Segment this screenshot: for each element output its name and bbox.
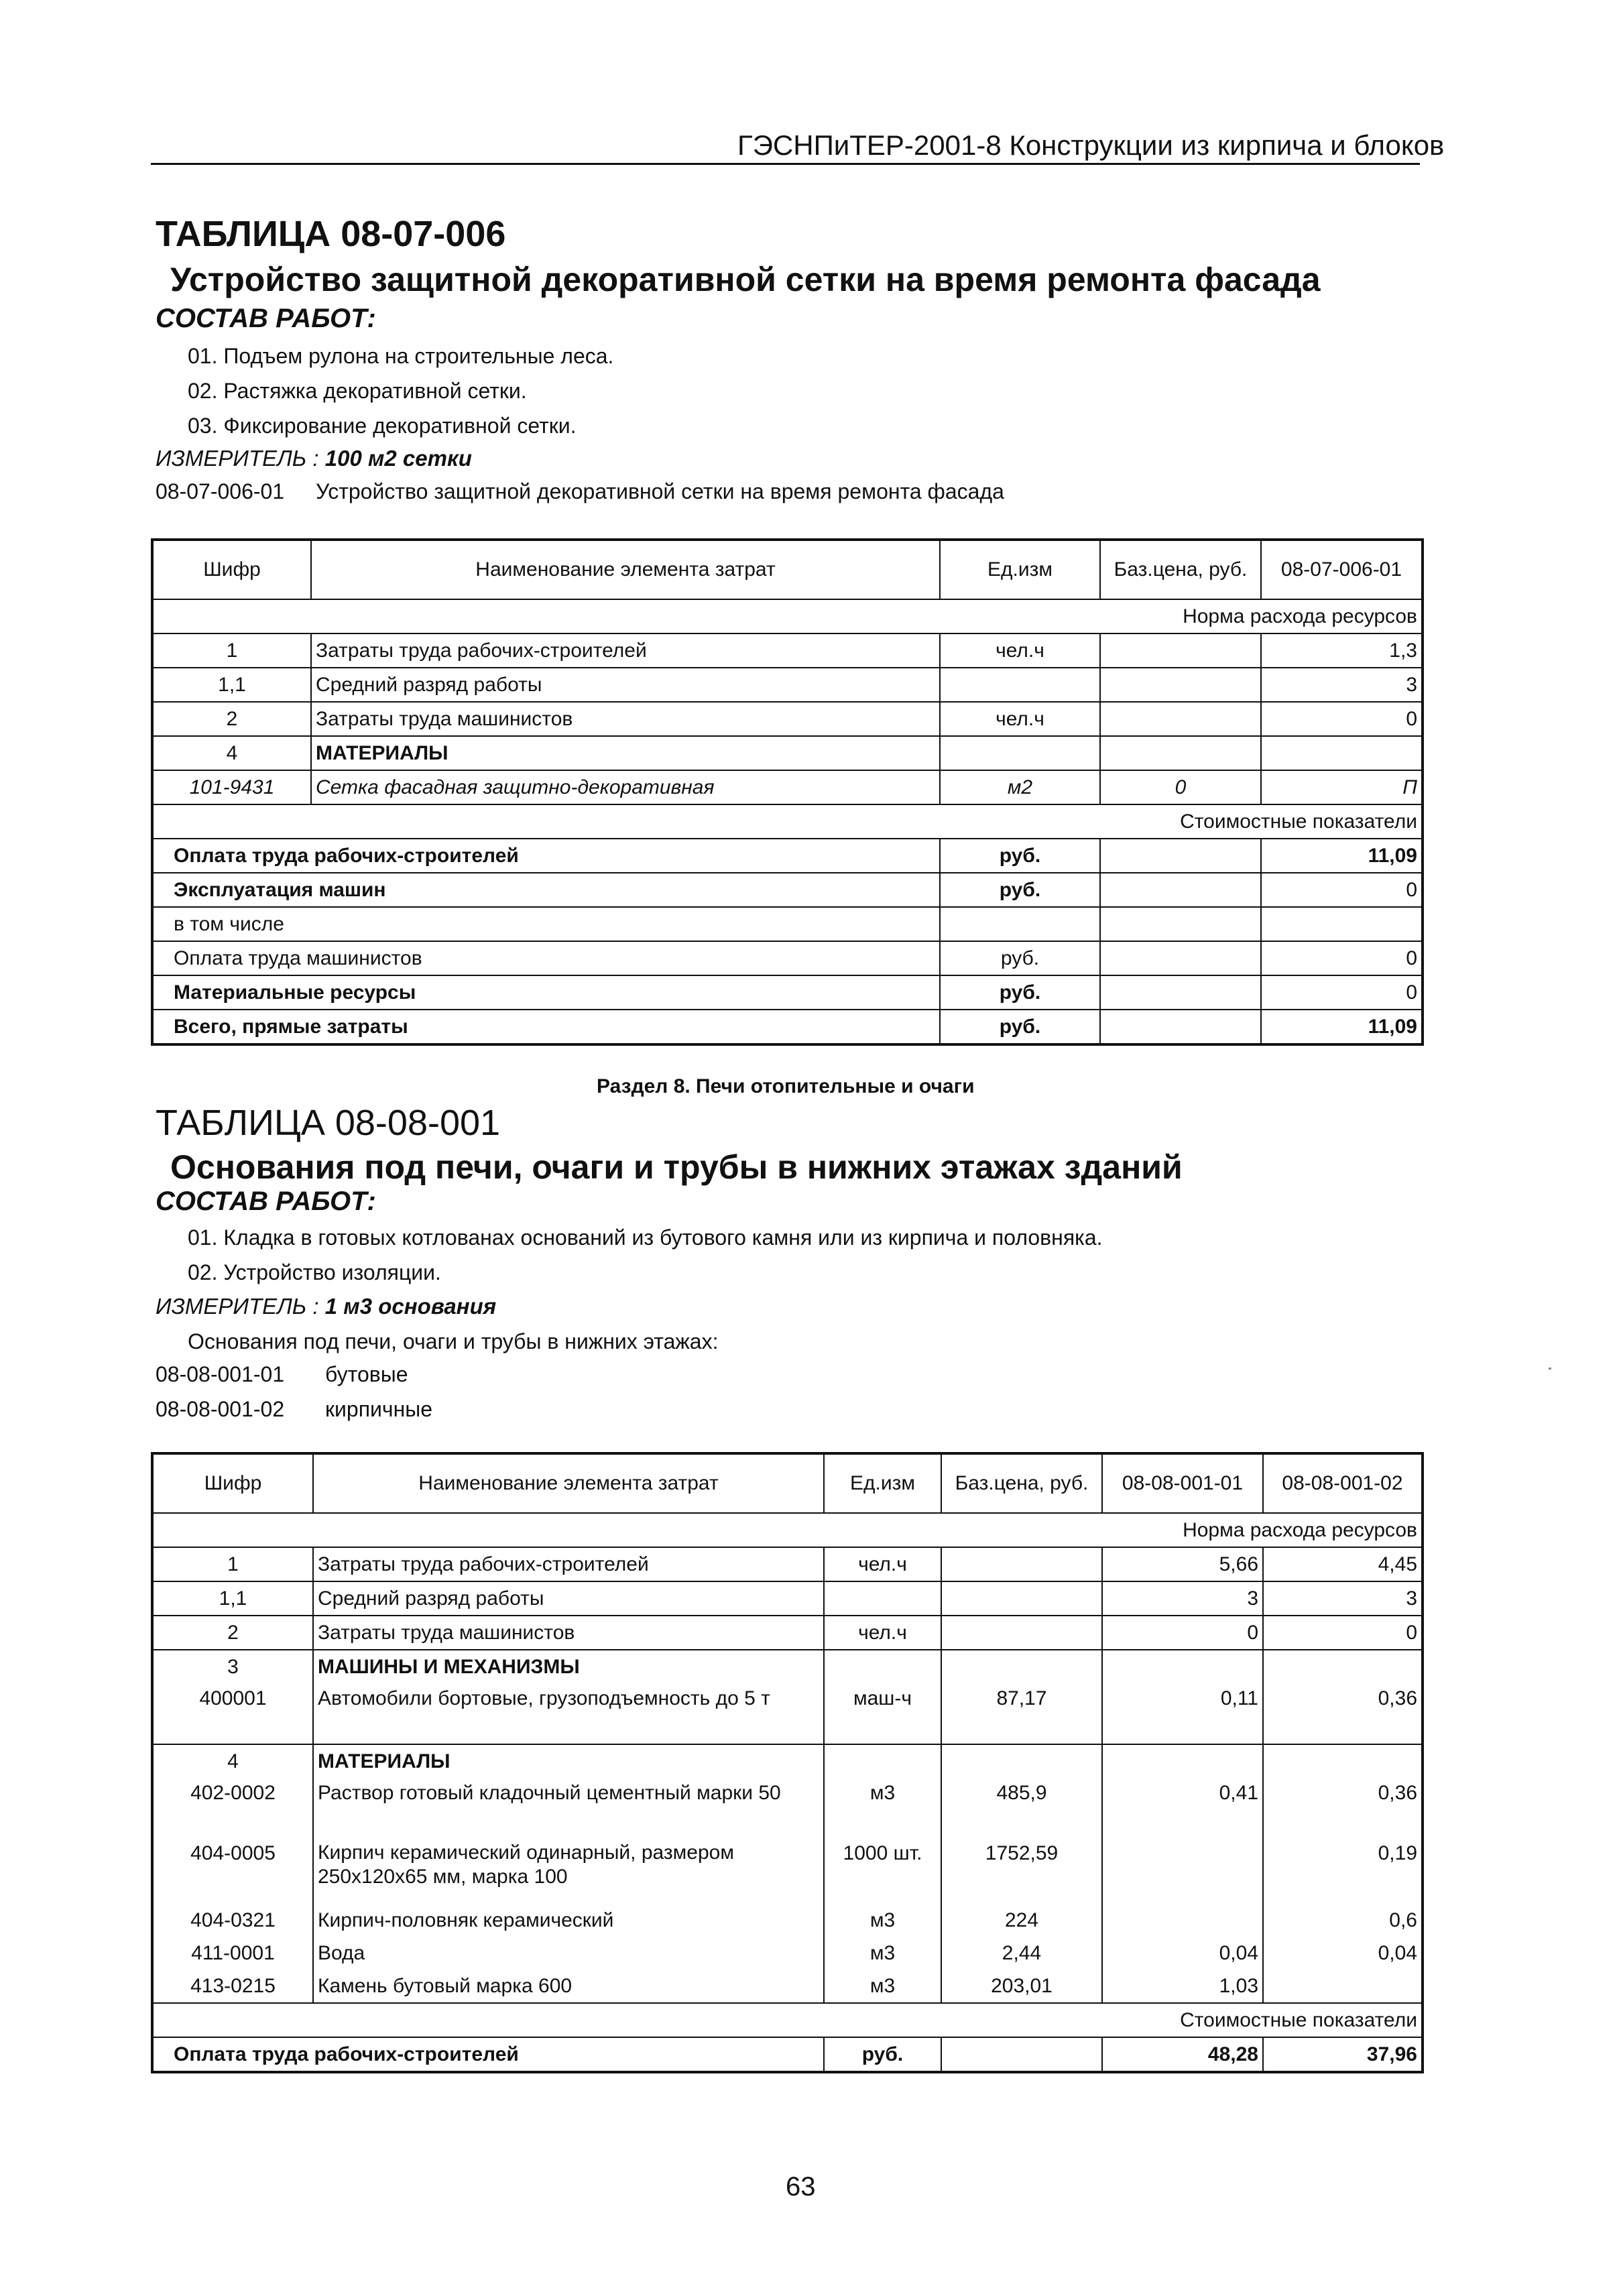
table2-code-line — [156, 1397, 432, 1422]
cell-value: 3 — [1261, 668, 1423, 702]
sum-unit: руб. — [940, 1010, 1100, 1044]
cell-shifr: 402-0002 — [152, 1778, 313, 1838]
cell-shifr: 4 — [152, 736, 311, 770]
table-row — [152, 668, 1423, 702]
table-row — [152, 1744, 1423, 1778]
cell-shifr: 1 — [152, 1547, 313, 1581]
cell-price: 87,17 — [941, 1683, 1102, 1744]
cell-unit: 1000 шт. — [824, 1838, 941, 1904]
cell-name: Сетка фасадная защитно-декоративная — [311, 770, 940, 804]
cell-name: Раствор готовый кладочный цементный марки 50 — [313, 1778, 824, 1838]
sum-price — [1100, 873, 1261, 907]
code-text: кирпичные — [325, 1397, 433, 1421]
cell-unit: м2 — [940, 770, 1100, 804]
measure-value: 100 м2 сетки — [324, 446, 472, 471]
cell-price — [1100, 702, 1261, 736]
cell-price: 0 — [1100, 770, 1261, 804]
table1-work-item: 01. Подъем рулона на строительные леса. — [188, 344, 614, 368]
measure-value: 1 м3 основания — [324, 1294, 497, 1319]
table-row — [152, 1937, 1423, 1970]
sum-unit: руб. — [940, 975, 1100, 1010]
page-number: 63 — [786, 2172, 816, 2201]
cell-unit: м3 — [824, 1970, 941, 2003]
code-id: 08-07-006-01 — [156, 479, 285, 503]
cell-name: МАТЕРИАЛЫ — [313, 1744, 824, 1778]
cell-value-2: 4,45 — [1263, 1547, 1423, 1581]
cell-name: Кирпич-половняк керамический — [313, 1904, 824, 1937]
sum-name: Всего, прямые затраты — [152, 1010, 940, 1044]
cell-shifr: 2 — [152, 702, 311, 736]
stoim-label: Стоимостные показатели — [152, 804, 1423, 839]
header-price: Баз.цена, руб. — [941, 1453, 1102, 1513]
measure-label: ИЗМЕРИТЕЛЬ : — [156, 1294, 319, 1319]
table-row — [152, 1581, 1423, 1616]
cell-value-1: 1,03 — [1102, 1970, 1263, 2003]
header-col1: 08-07-006-01 — [1261, 540, 1423, 599]
cell-value-1 — [1102, 1904, 1263, 1937]
cell-name: Вода — [313, 1937, 824, 1970]
cell-value-1 — [1102, 1744, 1263, 1778]
table1-code-line — [156, 479, 1004, 504]
cell-value-1: 3 — [1102, 1581, 1263, 1616]
cell-value-2: 0,04 — [1263, 1937, 1423, 1970]
cell-unit: чел.ч — [824, 1616, 941, 1650]
cell-value-2: 0,6 — [1263, 1904, 1423, 1937]
table-row — [152, 1683, 1423, 1744]
norma-label: Норма расхода ресурсов — [152, 599, 1423, 633]
header-shifr: Шифр — [152, 540, 311, 599]
cell-name: Затраты труда машинистов — [311, 702, 940, 736]
table1-label: ТАБЛИЦА 08-07-006 — [156, 214, 506, 254]
table1-measure — [156, 446, 472, 471]
table-row — [152, 1650, 1423, 1683]
cell-price — [1100, 633, 1261, 668]
sum-value: 0 — [1261, 873, 1423, 907]
cell-value-2 — [1263, 1744, 1423, 1778]
cell-price — [941, 1650, 1102, 1683]
table-header-row — [152, 1453, 1423, 1513]
cell-name: МАШИНЫ И МЕХАНИЗМЫ — [313, 1650, 824, 1683]
norma-row — [152, 599, 1423, 633]
table2-sostav-heading: СОСТАВ РАБОТ: — [156, 1187, 376, 1216]
header-col1: 08-08-001-01 — [1102, 1453, 1263, 1513]
sum-value: 0 — [1261, 975, 1423, 1010]
cell-shifr: 2 — [152, 1616, 313, 1650]
sum-row — [152, 873, 1423, 907]
cell-unit: м3 — [824, 1937, 941, 1970]
sum-name: Материальные ресурсы — [152, 975, 940, 1010]
cell-unit — [940, 736, 1100, 770]
table-row — [152, 1970, 1423, 2003]
sum-price — [1100, 941, 1261, 975]
sum-row — [152, 975, 1423, 1010]
cell-value-2 — [1263, 1650, 1423, 1683]
table-row — [152, 770, 1423, 804]
sum-row — [152, 2037, 1423, 2072]
sum-unit — [940, 907, 1100, 941]
running-header: ГЭСНПиТЕР-2001-8 Конструкции из кирпича и блоков — [737, 129, 1445, 161]
cell-unit: чел.ч — [940, 633, 1100, 668]
header-col2: 08-08-001-02 — [1263, 1453, 1423, 1513]
table1-title: Устройство защитной декоративной сетки на время ремонта фасада — [170, 261, 1321, 298]
code-id: 08-08-001-01 — [156, 1362, 285, 1386]
sum-unit: руб. — [940, 873, 1100, 907]
cell-value-1: 0 — [1102, 1616, 1263, 1650]
header-name: Наименование элемента затрат — [313, 1453, 824, 1513]
cell-name: Камень бутовый марка 600 — [313, 1970, 824, 2003]
sum-price — [1100, 839, 1261, 873]
table-header-row — [152, 540, 1423, 599]
cell-value-2: 3 — [1263, 1581, 1423, 1616]
sum-name: Эксплуатация машин — [152, 873, 940, 907]
table2-title: Основания под печи, очаги и трубы в нижних этажах зданий — [170, 1148, 1183, 1186]
cell-value-1: 0,41 — [1102, 1778, 1263, 1838]
cell-name: Затраты труда рабочих-строителей — [313, 1547, 824, 1581]
table-row — [152, 1616, 1423, 1650]
cell-value-2: 0,36 — [1263, 1778, 1423, 1838]
cell-name: Затраты труда рабочих-строителей — [311, 633, 940, 668]
cell-value-2: 0,19 — [1263, 1838, 1423, 1904]
cell-unit — [940, 668, 1100, 702]
sum-name: Оплата труда рабочих-строителей — [152, 839, 940, 873]
stoim-row — [152, 2003, 1423, 2037]
measure-label: ИЗМЕРИТЕЛЬ : — [156, 446, 319, 471]
cell-shifr: 101-9431 — [152, 770, 311, 804]
sum-price — [941, 2037, 1102, 2072]
cell-price — [1100, 736, 1261, 770]
cell-value: П — [1261, 770, 1423, 804]
sum-value — [1261, 907, 1423, 941]
sum-value-1: 48,28 — [1102, 2037, 1263, 2072]
cell-value — [1261, 736, 1423, 770]
code-id: 08-08-001-02 — [156, 1397, 285, 1421]
cell-shifr: 400001 — [152, 1683, 313, 1744]
cell-shifr: 1,1 — [152, 668, 311, 702]
cell-value: 0 — [1261, 702, 1423, 736]
header-shifr: Шифр — [152, 1453, 313, 1513]
sum-row — [152, 1010, 1423, 1044]
cell-shifr: 404-0005 — [152, 1838, 313, 1904]
cell-price — [941, 1616, 1102, 1650]
section-heading: Раздел 8. Печи отопительные и очаги — [597, 1075, 975, 1097]
cell-price — [941, 1581, 1102, 1616]
cell-value: 1,3 — [1261, 633, 1423, 668]
cell-name: Автомобили бортовые, грузоподъемность до 5 т — [313, 1683, 824, 1744]
cell-shifr: 411-0001 — [152, 1937, 313, 1970]
stoim-label: Стоимостные показатели — [152, 2003, 1423, 2037]
sum-value: 0 — [1261, 941, 1423, 975]
table-08-08-001 — [151, 1452, 1424, 2073]
sum-unit: руб. — [824, 2037, 941, 2072]
cell-price: 203,01 — [941, 1970, 1102, 2003]
header-name: Наименование элемента затрат — [311, 540, 940, 599]
sum-value-2: 37,96 — [1263, 2037, 1423, 2072]
sum-price — [1100, 1010, 1261, 1044]
header-rule — [151, 163, 1420, 165]
cell-price — [1100, 668, 1261, 702]
cell-value-1 — [1102, 1838, 1263, 1904]
table2-work-item: 02. Устройство изоляции. — [188, 1260, 441, 1284]
cell-unit: чел.ч — [824, 1547, 941, 1581]
cell-value-1: 0,04 — [1102, 1937, 1263, 1970]
code-text: бутовые — [325, 1362, 408, 1386]
sum-price — [1100, 907, 1261, 941]
cell-value-1: 0,11 — [1102, 1683, 1263, 1744]
table2-intro: Основания под печи, очаги и трубы в нижних этажах: — [188, 1329, 719, 1353]
stoim-row — [152, 804, 1423, 839]
cell-unit — [824, 1581, 941, 1616]
table2-measure — [156, 1294, 496, 1319]
header-unit: Ед.изм — [824, 1453, 941, 1513]
sum-row — [152, 907, 1423, 941]
cell-name: Средний разряд работы — [311, 668, 940, 702]
cell-name: МАТЕРИАЛЫ — [311, 736, 940, 770]
table-row — [152, 1547, 1423, 1581]
cell-unit — [824, 1650, 941, 1683]
cell-price: 2,44 — [941, 1937, 1102, 1970]
table2-label: ТАБЛИЦА 08-08-001 — [156, 1103, 501, 1143]
cell-unit: м3 — [824, 1778, 941, 1838]
norma-row — [152, 1513, 1423, 1547]
table1-work-item: 02. Растяжка декоративной сетки. — [188, 379, 527, 403]
cell-name: Средний разряд работы — [313, 1581, 824, 1616]
norma-label: Норма расхода ресурсов — [152, 1513, 1423, 1547]
table-row — [152, 736, 1423, 770]
sum-value: 11,09 — [1261, 1010, 1423, 1044]
sum-unit: руб. — [940, 941, 1100, 975]
cell-value-2: 0,36 — [1263, 1683, 1423, 1744]
cell-unit: чел.ч — [940, 702, 1100, 736]
cell-price: 1752,59 — [941, 1838, 1102, 1904]
cell-name: Затраты труда машинистов — [313, 1616, 824, 1650]
cell-name: Кирпич керамический одинарный, размером 250х120х65 мм, марка 100 — [313, 1838, 824, 1904]
sum-value: 11,09 — [1261, 839, 1423, 873]
table-row — [152, 1778, 1423, 1838]
sum-name: Оплата труда машинистов — [152, 941, 940, 975]
cell-price — [941, 1744, 1102, 1778]
sum-price — [1100, 975, 1261, 1010]
cell-shifr: 404-0321 — [152, 1904, 313, 1937]
cell-shifr: 1 — [152, 633, 311, 668]
cell-value-1: 5,66 — [1102, 1547, 1263, 1581]
cell-unit: маш-ч — [824, 1683, 941, 1744]
table2-work-item: 01. Кладка в готовых котлованах оснований из бутового камня или из кирпича и половняка. — [188, 1225, 1103, 1250]
cell-value-2 — [1263, 1970, 1423, 2003]
code-text: Устройство защитной декоративной сетки на время ремонта фасада — [316, 479, 1004, 503]
table-row — [152, 702, 1423, 736]
cell-unit — [824, 1744, 941, 1778]
cell-shifr: 3 — [152, 1650, 313, 1683]
cell-price: 224 — [941, 1904, 1102, 1937]
table-row — [152, 1904, 1423, 1937]
cell-value-2: 0 — [1263, 1616, 1423, 1650]
cell-price — [941, 1547, 1102, 1581]
cell-value-1 — [1102, 1650, 1263, 1683]
table-row — [152, 633, 1423, 668]
table-08-07-006 — [151, 538, 1424, 1046]
header-unit: Ед.изм — [940, 540, 1100, 599]
table-row — [152, 1838, 1423, 1904]
table1-sostav-heading: СОСТАВ РАБОТ: — [156, 304, 376, 333]
cell-unit: м3 — [824, 1904, 941, 1937]
scan-speck — [1549, 1368, 1551, 1370]
sum-unit: руб. — [940, 839, 1100, 873]
table2-code-line — [156, 1362, 408, 1387]
cell-shifr: 413-0215 — [152, 1970, 313, 2003]
table1-work-item: 03. Фиксирование декоративной сетки. — [188, 414, 577, 438]
cell-price: 485,9 — [941, 1778, 1102, 1838]
sum-name: в том числе — [152, 907, 940, 941]
sum-row — [152, 941, 1423, 975]
sum-row — [152, 839, 1423, 873]
sum-name: Оплата труда рабочих-строителей — [152, 2037, 824, 2072]
cell-shifr: 1,1 — [152, 1581, 313, 1616]
header-price: Баз.цена, руб. — [1100, 540, 1261, 599]
cell-shifr: 4 — [152, 1744, 313, 1778]
